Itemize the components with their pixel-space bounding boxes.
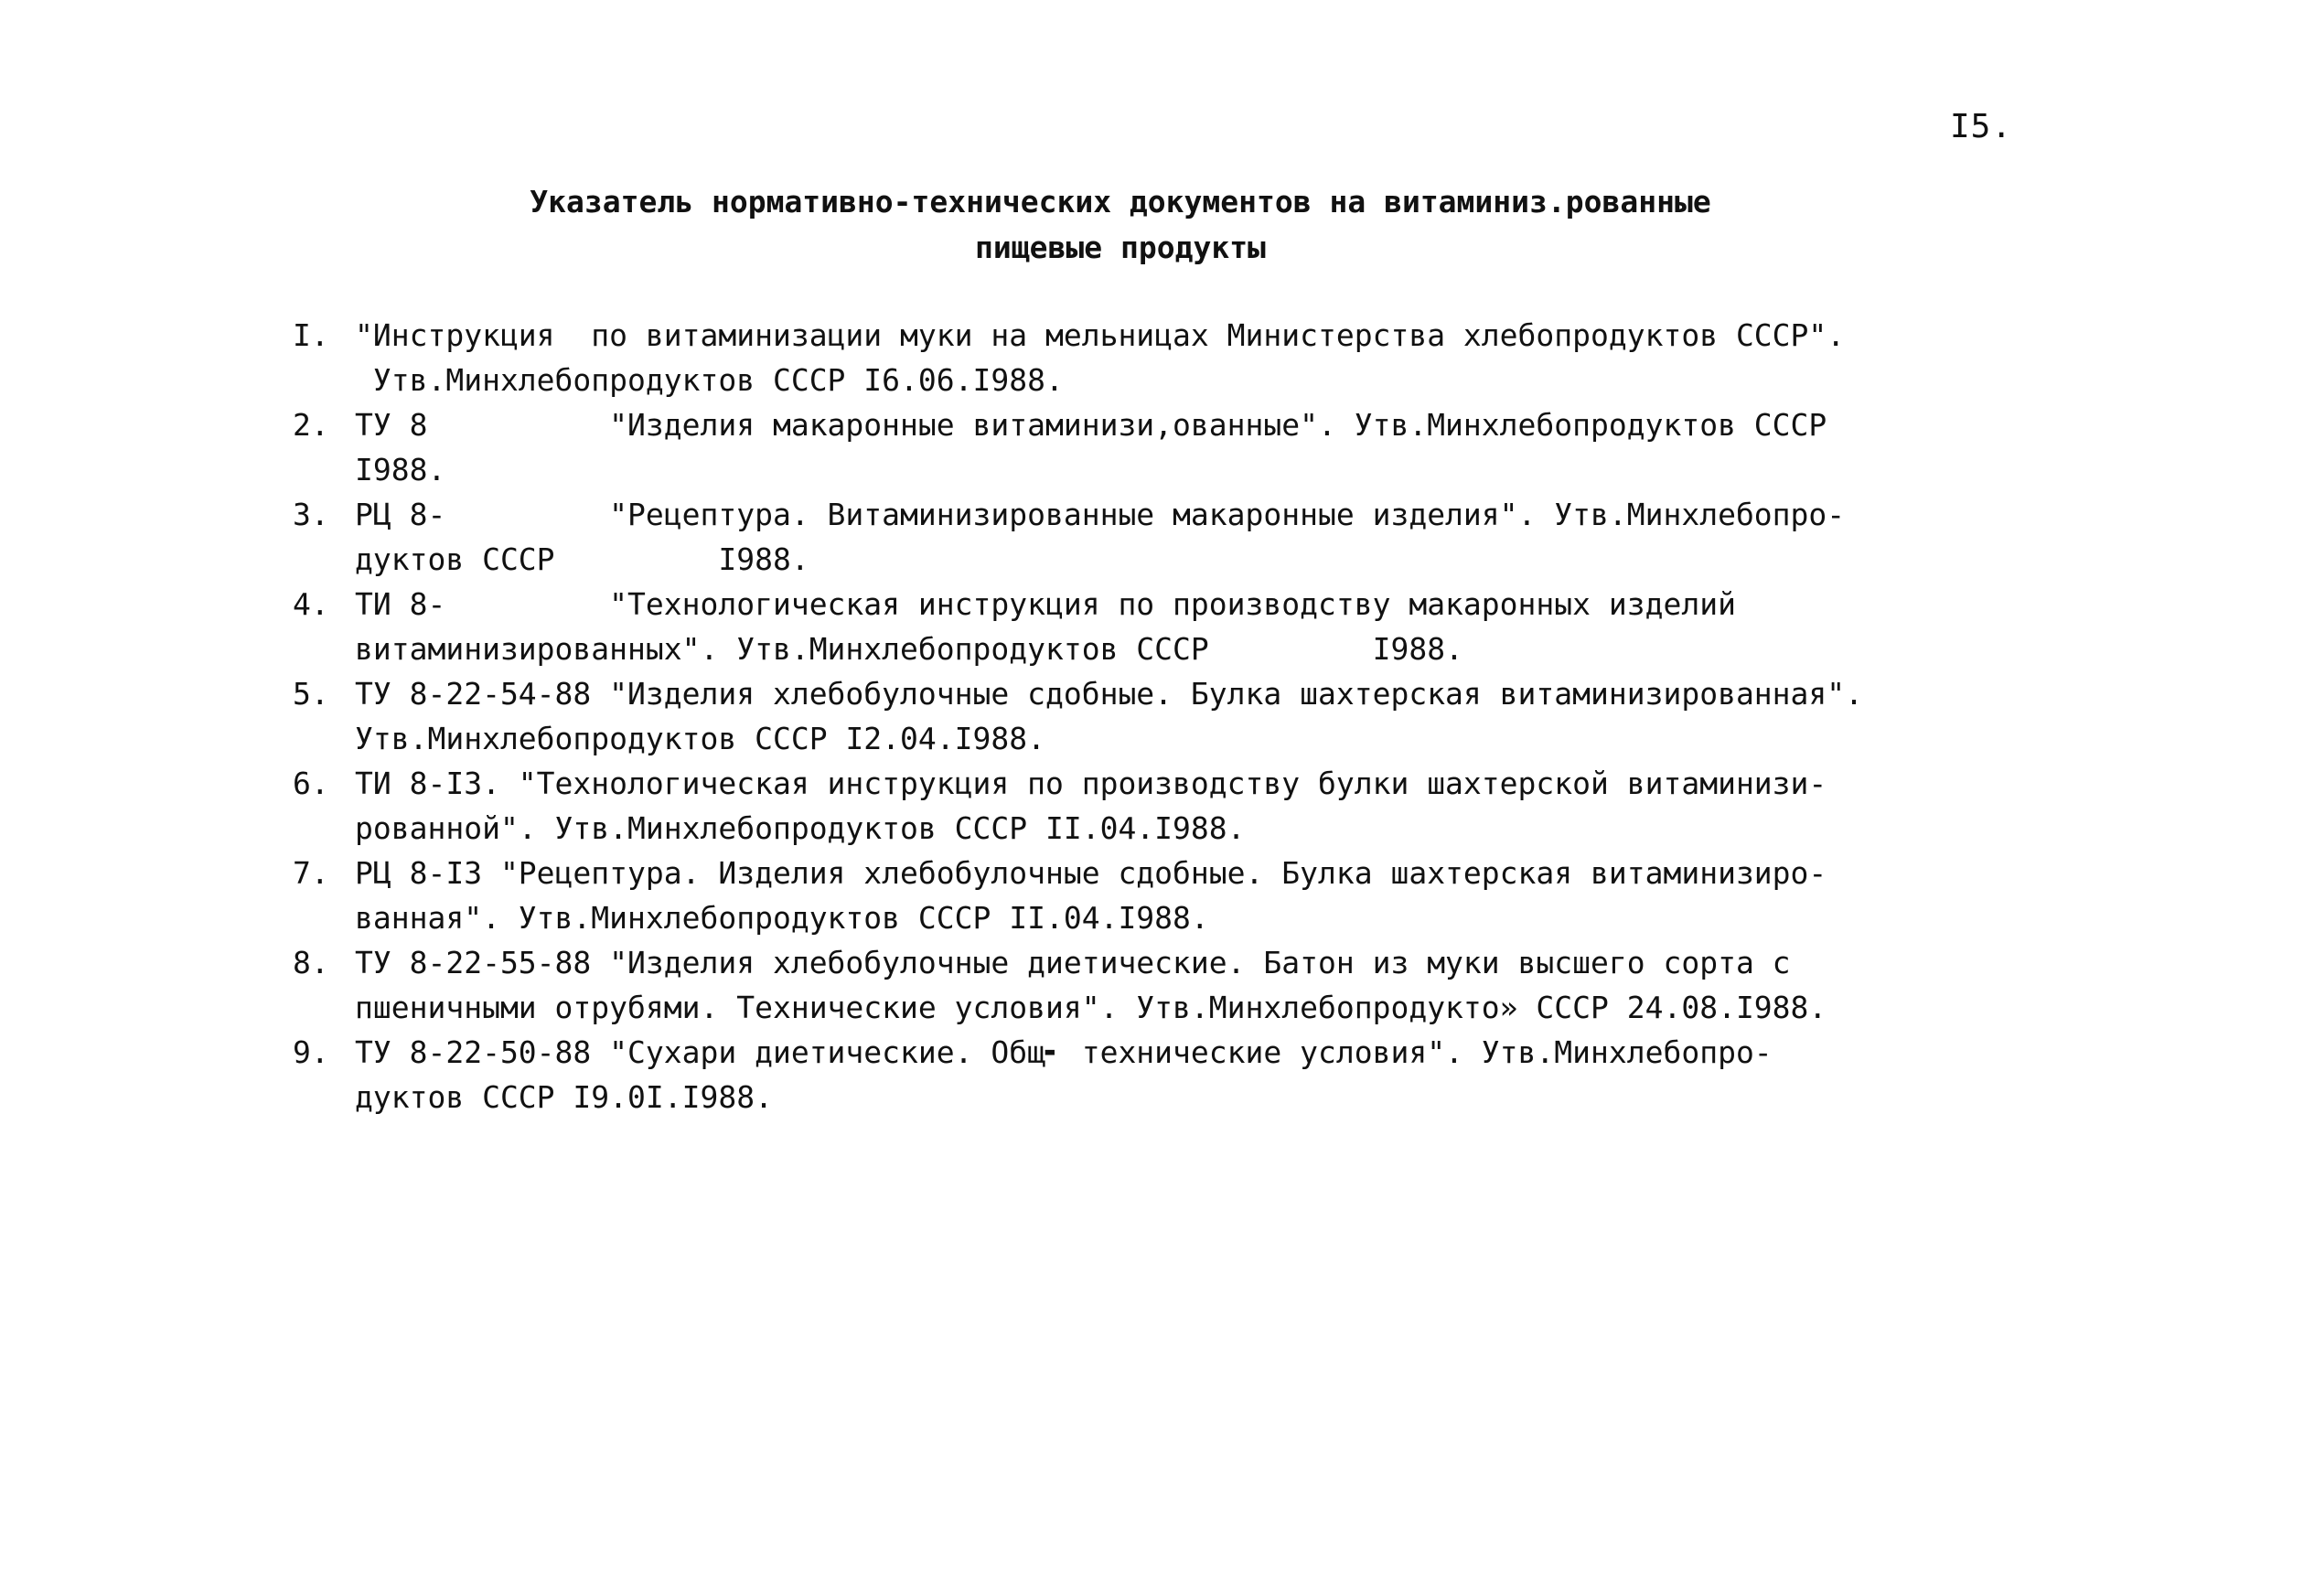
item-text-line-2: Утв.Минхлебопродуктов СССР I6.06.I988. — [355, 362, 1064, 398]
item-text-line-1: ТУ 8-22-55-88 "Изделия хлебобулочные диетические. Батон из муки высшего сорта с — [355, 945, 1791, 980]
title-line-2: пищевые продукты — [975, 230, 1266, 265]
item-text-line-1: РЦ 8- "Рецептура. Витаминизированные макаронные изделия". Утв.Минхлебопро- — [355, 497, 1846, 532]
item-text-line-2: I988. — [355, 452, 446, 487]
item-text-line-2: ванная". Утв.Минхлебопродуктов СССР II.04.I988. — [355, 900, 1209, 936]
item-number: 6. — [293, 766, 329, 801]
item-text-line-1: ТИ 8- "Технологическая инструкция по производству макаронных изделий — [355, 586, 1736, 622]
item-number: I. — [293, 317, 329, 353]
list-item — [293, 582, 1902, 671]
item-text-line-1: "Инструкция по витаминизации муки на мельницах Министерства хлебопродуктов СССР". — [355, 317, 1846, 353]
list-item — [293, 313, 1902, 402]
list-item — [293, 671, 1902, 761]
item-text-line-1: ТУ 8 "Изделия макаронные витаминизи,ованные". Утв.Минхлебопродуктов СССР — [355, 407, 1827, 443]
item-text-line-1: РЦ 8-I3 "Рецептура. Изделия хлебобулочные сдобные. Булка шахтерская витаминизиро- — [355, 855, 1827, 891]
item-text-line-1: ТИ 8-I3. "Технологическая инструкция по производству булки шахтерской витаминизи- — [355, 766, 1827, 801]
document-list — [293, 313, 1902, 1119]
item-text-line-2: пшеничными отрубями. Технические условия". Утв.Минхлебопродукто» СССР 24.08.I988. — [355, 990, 1827, 1025]
item-number: 4. — [293, 586, 329, 622]
list-item — [293, 1030, 1902, 1119]
list-item — [293, 851, 1902, 940]
list-item — [293, 402, 1902, 492]
list-item — [293, 940, 1902, 1030]
item-number: 9. — [293, 1034, 329, 1070]
page-number: I5. — [1950, 108, 2013, 145]
title-line-1: Указатель нормативно-технических документов на витаминиз.рованные — [530, 184, 1711, 220]
item-number: 7. — [293, 855, 329, 891]
item-text-line-2: рованной". Утв.Минхлебопродуктов СССР II.04.I988. — [355, 810, 1246, 846]
document-title — [457, 179, 1784, 271]
item-text-line-2: дуктов СССР I9.0I.I988. — [355, 1079, 773, 1115]
item-number: 8. — [293, 945, 329, 980]
item-text-line-1: ТУ 8-22-54-88 "Изделия хлебобулочные сдобные. Булка шахтерская витаминизированная". — [355, 676, 1864, 712]
item-number: 5. — [293, 676, 329, 712]
item-number: 2. — [293, 407, 329, 443]
item-text-line-2: витаминизированных". Утв.Минхлебопродуктов СССР I988. — [355, 631, 1463, 667]
item-number: 3. — [293, 497, 329, 532]
item-text-line-1: ТУ 8-22-50-88 "Сухари диетические. Общ╸ технические условия". Утв.Минхлебопро- — [355, 1034, 1773, 1070]
item-text-line-2: Утв.Минхлебопродуктов СССР I2.04.I988. — [355, 721, 1045, 756]
list-item — [293, 761, 1902, 851]
list-item — [293, 492, 1902, 582]
item-text-line-2: дуктов СССР I988. — [355, 541, 809, 577]
